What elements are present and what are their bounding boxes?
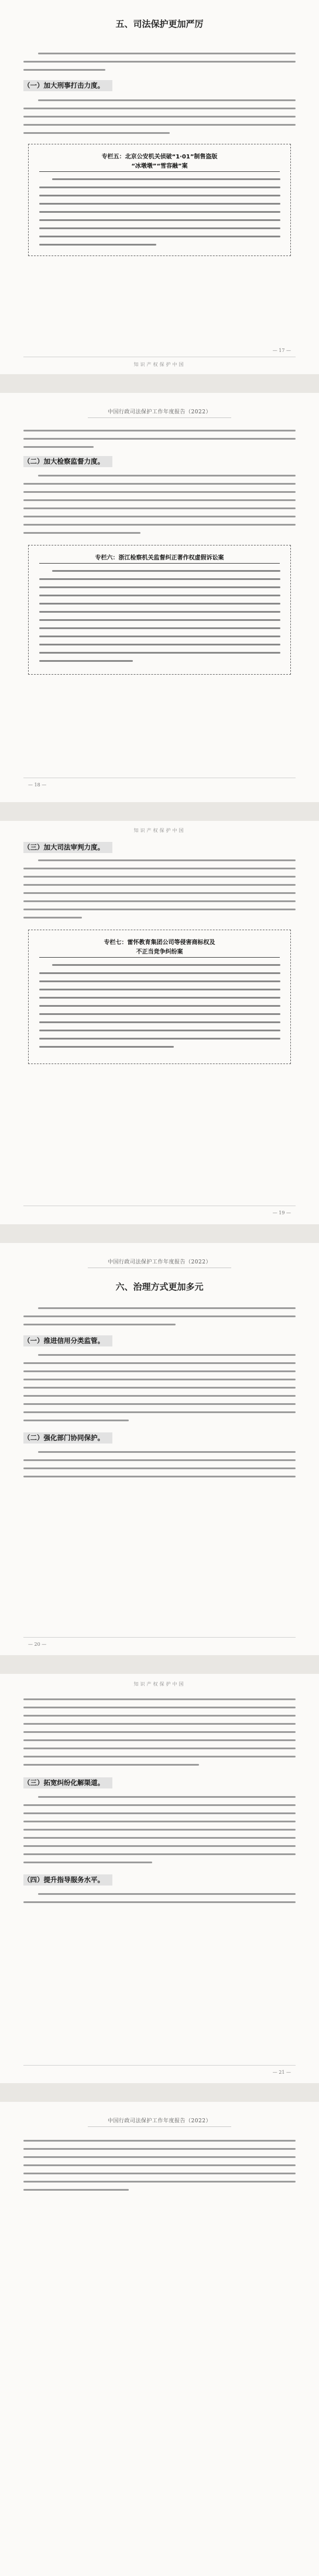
text-line (39, 611, 280, 613)
text-line (23, 1821, 296, 1822)
text-line (39, 989, 280, 990)
text-line (23, 69, 105, 71)
text-line (39, 219, 280, 221)
text-line (23, 499, 296, 501)
text-line (23, 116, 296, 118)
running-header: 中国行政司法保护工作年度报告（2022） (108, 1259, 211, 1265)
sub-heading: （一）加大刑事打击力度。 (23, 80, 112, 91)
text-line (23, 1837, 296, 1839)
text-line (23, 1707, 296, 1708)
case-title: 专栏六：浙江检察机关监督纠正著作权虚假诉讼案 (95, 555, 224, 561)
running-header: 中国行政司法保护工作年度报告（2022） (108, 2118, 211, 2124)
running-footer: 知识产权保护中国 (133, 1681, 186, 1687)
text-line (39, 627, 280, 629)
text-line (23, 884, 296, 886)
running-footer: 知识产权保护中国 (133, 362, 186, 367)
text-line (39, 603, 280, 605)
text-line (38, 859, 296, 861)
page-number: — 20 — (28, 1642, 47, 1647)
case-subtitle: 不正当竞争纠纷案 (136, 949, 183, 955)
text-line (39, 652, 280, 654)
case-divider (39, 171, 280, 172)
text-line (52, 178, 280, 180)
text-line (23, 446, 94, 448)
section-title: 五、司法保护更加严厉 (115, 19, 204, 29)
text-line (23, 1387, 296, 1389)
text-line (23, 1403, 296, 1405)
text-line (38, 1796, 296, 1798)
text-line (23, 2156, 296, 2158)
case-box (28, 930, 291, 1064)
text-line (23, 868, 296, 869)
text-line (23, 900, 296, 902)
text-line (23, 483, 296, 485)
text-line (23, 430, 296, 431)
text-line (39, 660, 133, 662)
text-line (23, 507, 296, 509)
text-line (23, 1395, 296, 1397)
text-line (23, 438, 296, 440)
text-line (23, 1731, 296, 1733)
text-line (23, 1901, 296, 1903)
text-line (39, 1021, 280, 1023)
text-line (23, 1476, 296, 1477)
page-number: — 21 — (272, 2070, 291, 2075)
text-line (23, 1845, 296, 1847)
text-line (38, 1354, 296, 1356)
text-line (38, 1893, 296, 1895)
text-line (23, 2173, 296, 2174)
text-line (39, 244, 156, 246)
page-separator (0, 802, 319, 821)
text-line (23, 1715, 296, 1717)
text-line (23, 1723, 296, 1725)
text-line (39, 578, 280, 580)
text-line (39, 236, 280, 237)
text-line (23, 1698, 296, 1700)
text-line (39, 619, 280, 621)
sub-heading: （三）加大司法审判力度。 (23, 842, 112, 853)
text-line (39, 636, 280, 637)
text-line (39, 227, 280, 229)
case-divider (39, 957, 280, 958)
text-line (23, 1324, 176, 1325)
page-number: — 17 — (272, 348, 291, 353)
sub-heading: （一）推进信用分类监管。 (23, 1335, 112, 1346)
text-line (23, 1370, 296, 1372)
text-line (39, 586, 280, 588)
text-line (23, 1862, 152, 1863)
case-box (28, 545, 291, 675)
case-box (28, 144, 291, 256)
text-line (23, 1812, 296, 1814)
header-divider (88, 2126, 231, 2127)
text-line (23, 61, 296, 63)
text-line (23, 1756, 296, 1757)
text-line (23, 1748, 296, 1749)
page-separator (0, 1655, 319, 1674)
text-line (23, 917, 82, 918)
sub-heading: （四）提升指导服务水平。 (23, 1874, 112, 1886)
footer-divider (23, 1637, 296, 1638)
text-line (39, 980, 280, 982)
text-line (39, 972, 280, 974)
text-line (23, 132, 170, 134)
text-line (38, 53, 296, 54)
case-title: 专栏五：北京公安机关侦破“1·01”制售盗版 (101, 154, 218, 160)
page-number: — 19 — (272, 1210, 291, 1216)
text-line (23, 1420, 129, 1421)
text-line (52, 570, 280, 572)
text-line (39, 1046, 174, 1048)
sub-heading: （二）加大检察监督力度。 (23, 456, 112, 467)
page-4 (0, 1243, 319, 1655)
text-line (39, 1038, 280, 1040)
text-line (39, 997, 280, 999)
text-line (23, 1853, 296, 1855)
text-line (39, 595, 280, 596)
text-line (23, 1315, 296, 1317)
text-line (39, 211, 280, 213)
section-title: 六、治理方式更加多元 (115, 1282, 204, 1292)
text-line (39, 1005, 280, 1007)
text-line (23, 909, 296, 910)
text-line (38, 475, 296, 476)
text-line (23, 2148, 296, 2150)
text-line (23, 516, 296, 517)
text-line (23, 491, 296, 493)
footer-divider (23, 2065, 296, 2066)
text-line (23, 2181, 296, 2183)
text-line (52, 964, 280, 966)
text-line (23, 1739, 296, 1741)
text-line (39, 195, 280, 196)
text-line (23, 876, 296, 878)
text-line (38, 1451, 296, 1453)
text-line (39, 1030, 280, 1031)
text-line (23, 1764, 199, 1766)
header-divider (88, 417, 231, 418)
text-line (23, 1459, 296, 1461)
text-line (38, 1307, 296, 1309)
text-line (23, 1379, 296, 1380)
running-footer: 知识产权保护中国 (133, 828, 186, 833)
running-header: 中国行政司法保护工作年度报告（2022） (108, 409, 211, 415)
text-line (39, 187, 280, 188)
text-line (23, 2140, 296, 2142)
page-separator (0, 374, 319, 393)
text-line (23, 2189, 129, 2191)
text-line (23, 892, 296, 894)
text-line (23, 524, 296, 526)
page-number: — 18 — (28, 782, 47, 788)
text-line (23, 2164, 296, 2166)
case-subtitle: “冰墩墩”“雪容融”案 (131, 163, 188, 170)
text-line (38, 99, 296, 101)
text-line (39, 1013, 280, 1015)
text-line (39, 203, 280, 205)
sub-heading: （三）拓宽纠纷化解渠道。 (23, 1777, 112, 1788)
text-line (23, 1362, 296, 1364)
sub-heading: （二）强化部门协同保护。 (23, 1432, 112, 1444)
text-line (23, 1829, 296, 1831)
text-line (23, 1411, 296, 1413)
case-title: 专栏七：雷怀教育集团公司等侵害商标权及 (104, 940, 215, 946)
text-line (39, 644, 280, 645)
text-line (23, 108, 296, 109)
text-line (23, 124, 296, 126)
text-line (23, 1467, 296, 1469)
page-separator (0, 1224, 319, 1243)
case-divider (39, 563, 280, 564)
page-separator (0, 2083, 319, 2102)
text-line (23, 532, 140, 534)
text-line (23, 1804, 296, 1806)
